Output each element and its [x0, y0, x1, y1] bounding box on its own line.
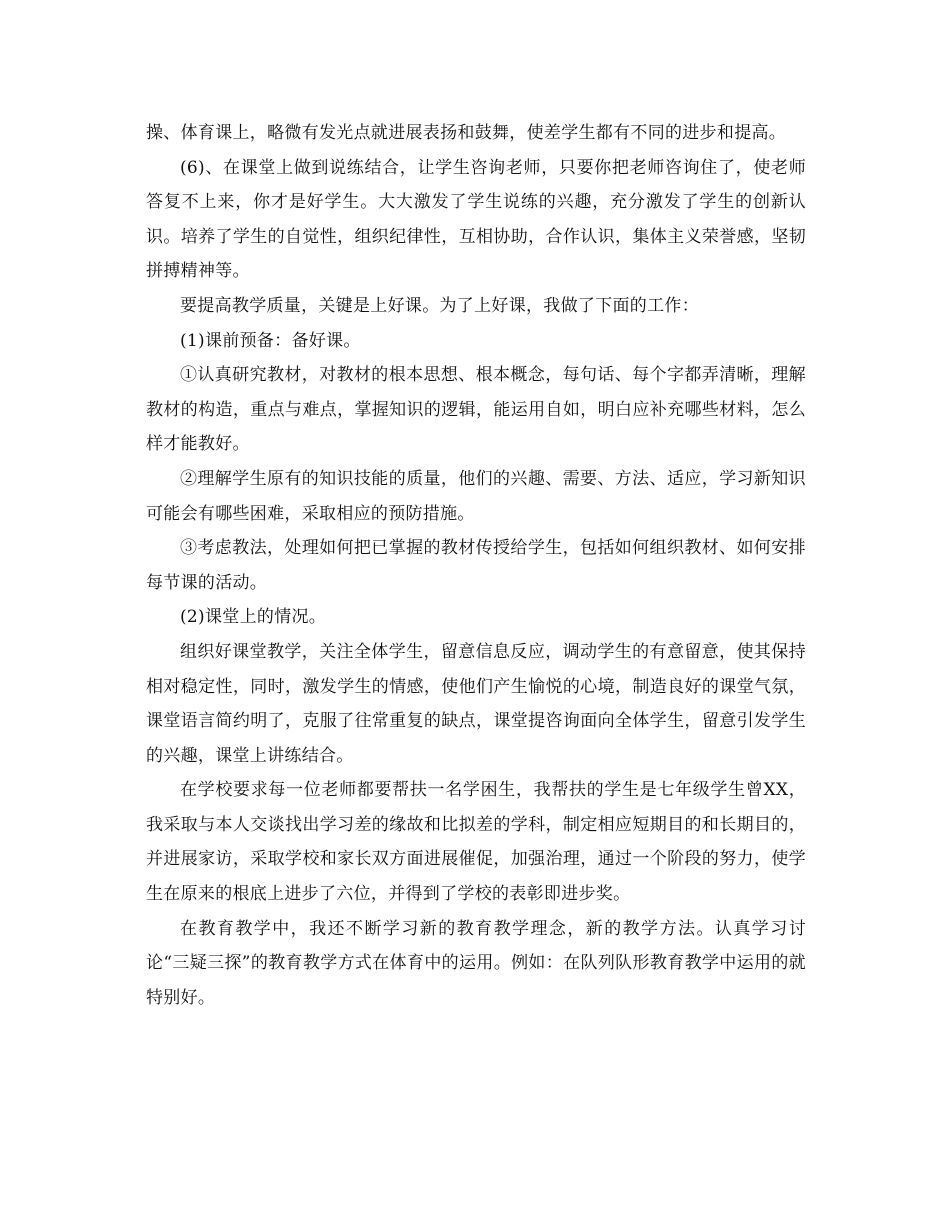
- paragraph-item-6: (6)、在课堂上做到说练结合，让学生咨询老师，只要你把老师咨询住了，使老师答复不上来，你才是好学生。大大激发了学生说练的兴趣，充分激发了学生的创新认识。培养了学生的自觉性，组织纪律性，互相协助，合作认识，集体主义荣誉感，坚韧拼搏精神等。: [146, 157, 806, 282]
- paragraph-point-1: ①认真研究教材，对教材的根本思想、根本概念，每句话、每个字都弄清晰，理解教材的构造，重点与难点，掌握知识的逻辑，能运用自如，明白应补充哪些材料，怎么样才能教好。: [146, 365, 806, 455]
- paragraph-point-2: ②理解学生原有的知识技能的质量，他们的兴趣、需要、方法、适应，学习新知识可能会有哪些困难，采取相应的预防措施。: [146, 468, 806, 524]
- paragraph-heading-2: (2)课堂上的情况。: [180, 607, 327, 628]
- paragraph-classroom: 组织好课堂教学，关注全体学生，留意信息反应，调动学生的有意留意，使其保持相对稳定性，同时，激发学生的情感，使他们产生愉悦的心境，制造良好的课堂气氛，课堂语言简约明了，克服了往常重复的缺点，课堂提咨询面向全体学生，留意引发学生的兴趣，课堂上讲练结合。: [146, 641, 806, 766]
- paragraph-intro: 要提高教学质量，关键是上好课。为了上好课，我做了下面的工作：: [180, 295, 699, 316]
- paragraph-learning: 在教育教学中，我还不断学习新的教育教学理念，新的教学方法。认真学习讨论“三疑三探”的教育教学方式在体育中的运用。例如：在队列队形教育教学中运用的就特别好。: [146, 918, 806, 1008]
- paragraph-heading-1: (1)课前预备：备好课。: [180, 330, 361, 351]
- paragraph-continued: 操、体育课上，略微有发光点就进展表扬和鼓舞，使差学生都有不同的进步和提高。: [146, 123, 787, 143]
- paragraph-tutoring: 在学校要求每一位老师都要帮扶一名学困生，我帮扶的学生是七年级学生曾XX，我采取与本人交谈找出学习差的缘故和比拟差的学科，制定相应短期目的和长期目的，并进展家访，采取学校和家长双方面进展催促，加强治理，通过一个阶段的努力，使学生在原来的根底上进步了六位，并得到了学校的表彰即进步奖。: [146, 780, 806, 905]
- document-body: [146, 116, 806, 1015]
- paragraph-point-3: ③考虑教法，处理如何把已掌握的教材传授给学生，包括如何组织教材、如何安排每节课的活动。: [146, 538, 806, 593]
